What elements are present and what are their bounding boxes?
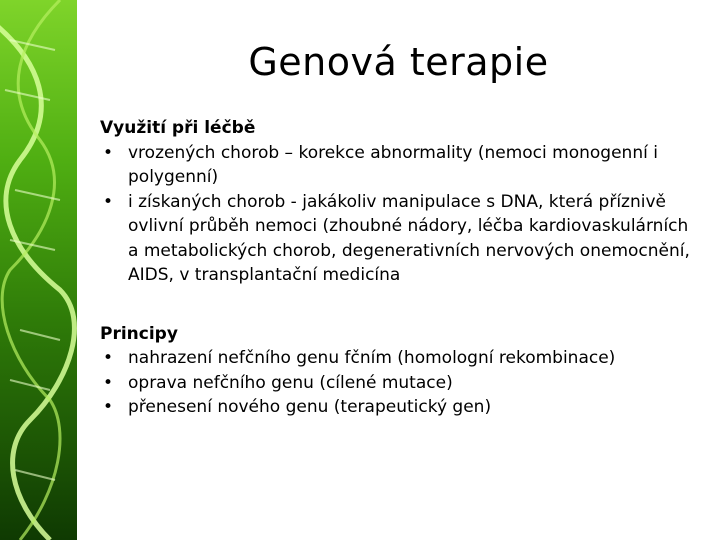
slide-title: Genová terapie <box>248 40 549 84</box>
list-item: • nahrazení nefčního genu fčním (homologní rekombinace) <box>100 346 700 371</box>
list-item: • i získaných chorob - jakákoliv manipulace s DNA, která příznivě ovlivní průběh nemoci (zhoubné nádory, léčba kardiovaskulárních a metabolických chorob, degenerativních nervových onemocnění, AIDS, v transplantační medicína <box>100 190 700 288</box>
list-item: • přenesení nového genu (terapeutický gen) <box>100 395 700 420</box>
bullet-list-principles <box>100 346 700 420</box>
list-item: • oprava nefčního genu (cílené mutace) <box>100 371 700 396</box>
list-item: • vrozených chorob – korekce abnormality (nemoci monogenní i polygenní) <box>100 141 700 190</box>
dna-helix-decoration <box>0 0 77 540</box>
section-heading-uses: Využití při léčbě <box>100 118 256 138</box>
bullet-list-uses <box>100 141 700 288</box>
slide-content <box>100 116 700 420</box>
dna-helix-image <box>0 0 77 540</box>
section-heading-principles: Principy <box>100 323 178 344</box>
